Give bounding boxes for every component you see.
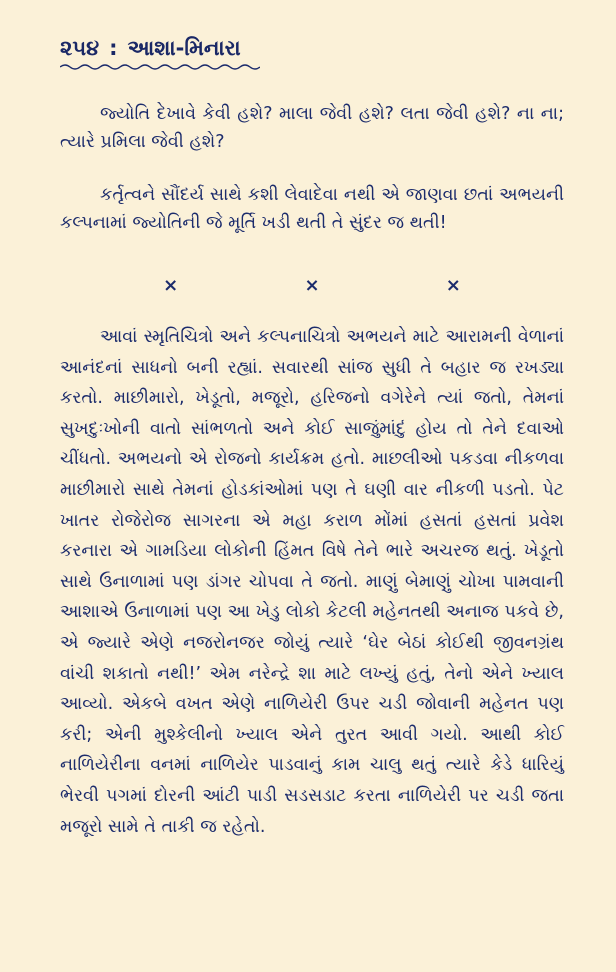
paragraph-3: આવાં સ્મૃતિચિત્રો અને કલ્પનાચિત્રો અભયને માટે આરામની વેળાનાં આનંદનાં સાધનો બની રહ્યાં. સવારથી સાંજ સુધી તે બહાર જ રખડ્યા કરતો. માછીમારો, ખેડૂતો, મજૂરો, હરિજનો વગેરેને ત્યાં જતો, તેમનાં સુખદુઃખોની વાતો સાંભળતો અને કોઈ સાજુંમાંદું હોય તો તેને દવાઓ ચીંધતો. અભયનો એ રોજનો કાર્યક્રમ હતો. માછલીઓ પકડવા નીકળવા માછીમારો સાથે તેમનાં હોડકાંઓમાં પણ તે ઘણી વાર નીકળી પડતો. પેટ ખાતર રોજેરોજ સાગરના એ મહા કરાળ મોંમાં હસતાં હસતાં પ્રવેશ કરનારા એ ગામડિયા લોકોની હિંમત વિષે તેને ભારે અચરજ થતું. ખેડૂતો સાથે ઉનાળામાં પણ ડાંગર ચોપવા તે જતો. માણું બેમાણું ચોખા પામવાની આશાએ ઉનાળામાં પણ આ ખેડુ લોકો કેટલી મહેનતથી અનાજ પકવે છે, એ જ્યારે એણે નજરોનજર જોયું ત્યારે ‘ઘેર બેઠાં કોઈથી જીવનગ્રંથ વાંચી શકાતો નથી!’ એમ નરેન્દ્રે શા માટે લખ્યું હતું, તેનો એને ખ્યાલ આવ્યો. એકબે વખત એણે નાળિયેરી ઉપર ચડી જોવાની મહેનત પણ કરી; એની મુશ્કેલીનો ખ્યાલ એને તુરત આવી ગયો. આથી કોઈ નાળિયેરીના વનમાં નાળિયેર પાડવાનું કામ ચાલુ થતું ત્યારે કેડે ધારિયું ભેરવી પગમાં દોરની આંટી પાડી સડસડાટ કરતા નાળિયેરી પર ચડી જતા મજૂરો સામે તે તાકી જ રહેતો. <box>60 327 564 837</box>
header-colon: : <box>109 36 118 60</box>
header-text <box>60 36 564 61</box>
chapter-title: આશા-મિનારા <box>127 36 241 60</box>
paragraph-2: કર્તૃત્વને સૌંદર્ય સાથે કશી લેવાદેવા નથી એ જાણવા છતાં અભયની કલ્પનામાં જ્યોતિની જે મૂર્તિ ખડી થતી તે સુંદર જ થતી! <box>60 185 564 233</box>
paragraph-1: જ્યોતિ દેખાવે કેવી હશે? માલા જેવી હશે? લતા જેવી હશે? ના ના; ત્યારે પ્રમિલા જેવી હશે? <box>60 104 564 152</box>
page-header <box>60 36 564 71</box>
separator-mark: × <box>304 275 320 296</box>
header-wavy-rule <box>60 63 260 71</box>
page-number: ૨૫૪ <box>60 36 100 60</box>
separator-mark: × <box>445 275 461 296</box>
separator-mark: × <box>163 275 179 296</box>
section-separator <box>60 275 564 296</box>
